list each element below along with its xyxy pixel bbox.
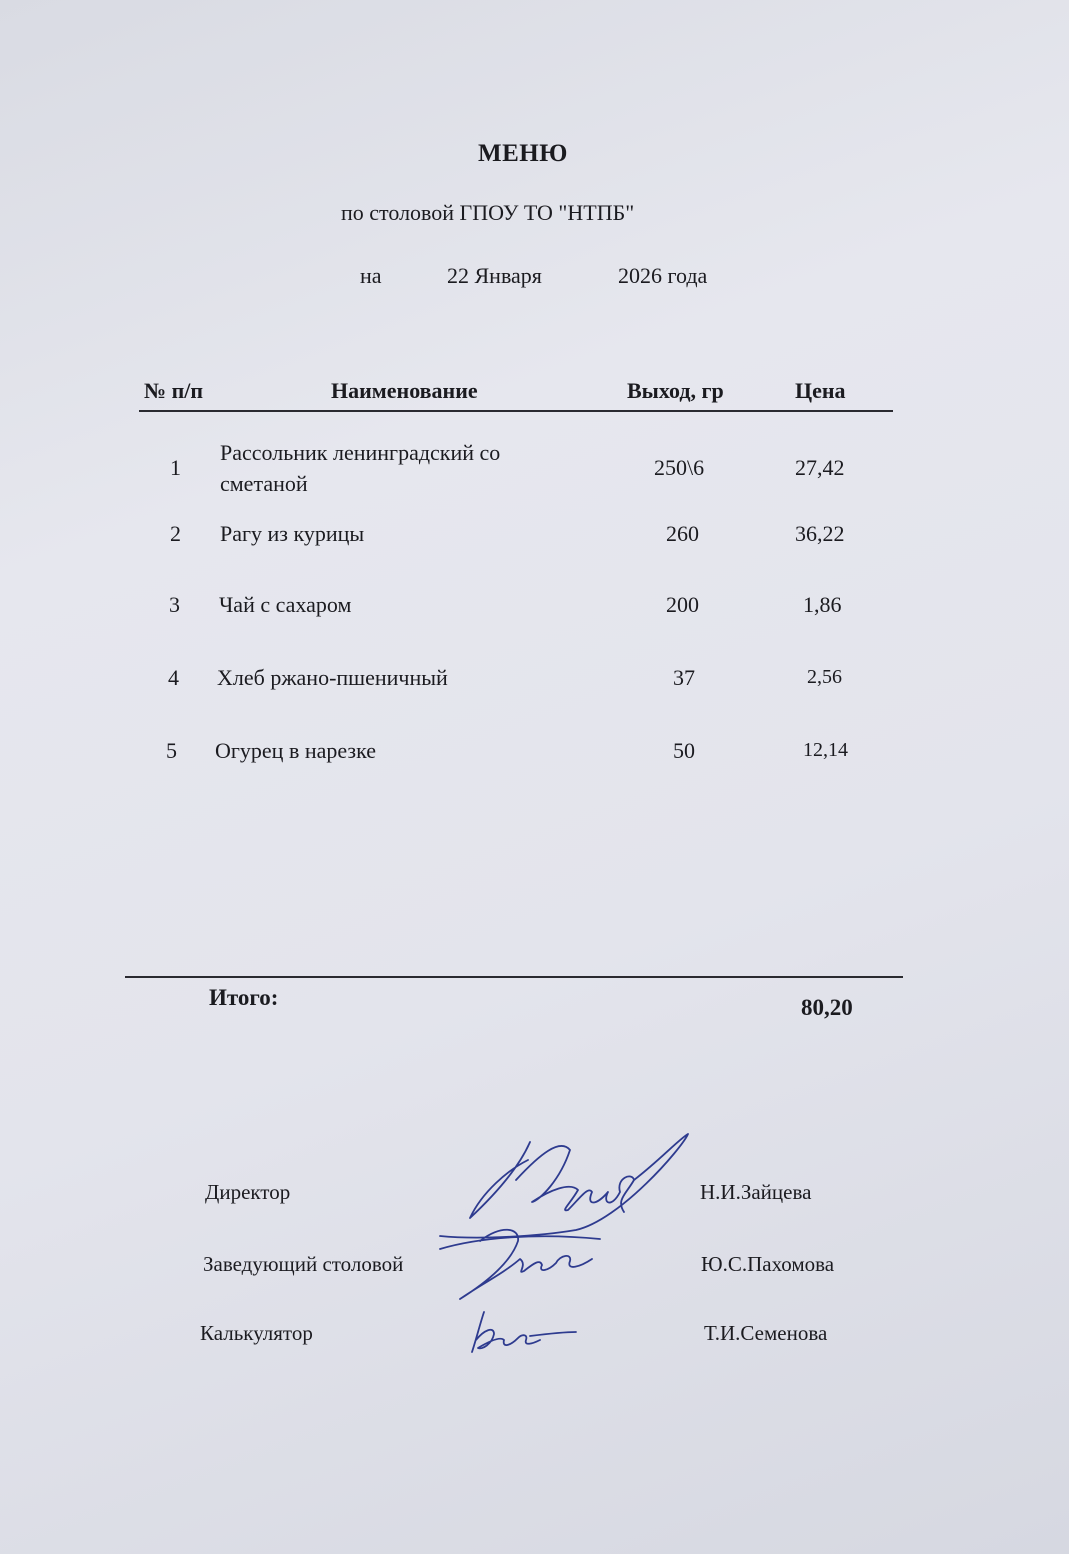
date-year: 2026 года xyxy=(618,263,708,288)
calculator-signature xyxy=(460,1300,590,1360)
total-rule xyxy=(125,976,903,978)
header-rule xyxy=(139,410,893,412)
total-label: Итого: xyxy=(209,985,279,1010)
row-name: Огурец в нарезке xyxy=(215,738,377,763)
column-header-yield: Выход, гр xyxy=(627,378,724,403)
page-subtitle: по столовой ГПОУ ТО "НТПБ" xyxy=(341,200,635,225)
signature-name-director: Н.И.Зайцева xyxy=(700,1180,812,1204)
row-name-continued: сметаной xyxy=(220,471,308,496)
row-yield: 50 xyxy=(673,738,695,763)
row-name: Чай с сахаром xyxy=(219,592,352,617)
total-value: 80,20 xyxy=(801,995,853,1020)
row-name: Рассольник ленинградский со xyxy=(220,440,501,465)
signature-role-director: Директор xyxy=(205,1180,291,1204)
signature-name-calculator: Т.И.Семенова xyxy=(704,1321,828,1345)
row-price: 27,42 xyxy=(795,455,845,480)
date-prefix: на xyxy=(360,263,382,288)
row-yield: 200 xyxy=(666,592,699,617)
row-name: Хлеб ржано-пшеничный xyxy=(217,665,448,690)
row-price: 2,56 xyxy=(807,666,842,688)
column-header-number: № п/п xyxy=(144,378,204,403)
signature-name-canteen-head: Ю.С.Пахомова xyxy=(701,1252,835,1276)
date-day: 22 Января xyxy=(447,263,542,288)
row-yield: 250\6 xyxy=(654,455,705,480)
row-name: Рагу из курицы xyxy=(220,521,365,546)
row-number: 3 xyxy=(169,592,180,617)
row-yield: 260 xyxy=(666,521,699,546)
row-price: 1,86 xyxy=(803,592,842,617)
page-title: МЕНЮ xyxy=(478,140,568,167)
signature-role-calculator: Калькулятор xyxy=(200,1321,313,1345)
row-number: 4 xyxy=(168,665,179,690)
signature-role-canteen-head: Заведующий столовой xyxy=(203,1252,404,1276)
row-yield: 37 xyxy=(673,665,695,690)
row-number: 2 xyxy=(170,521,181,546)
column-header-name: Наименование xyxy=(331,378,478,403)
row-price: 12,14 xyxy=(803,739,848,761)
row-number: 1 xyxy=(170,455,181,480)
row-price: 36,22 xyxy=(795,521,845,546)
row-number: 5 xyxy=(166,738,177,763)
column-header-price: Цена xyxy=(795,378,846,403)
